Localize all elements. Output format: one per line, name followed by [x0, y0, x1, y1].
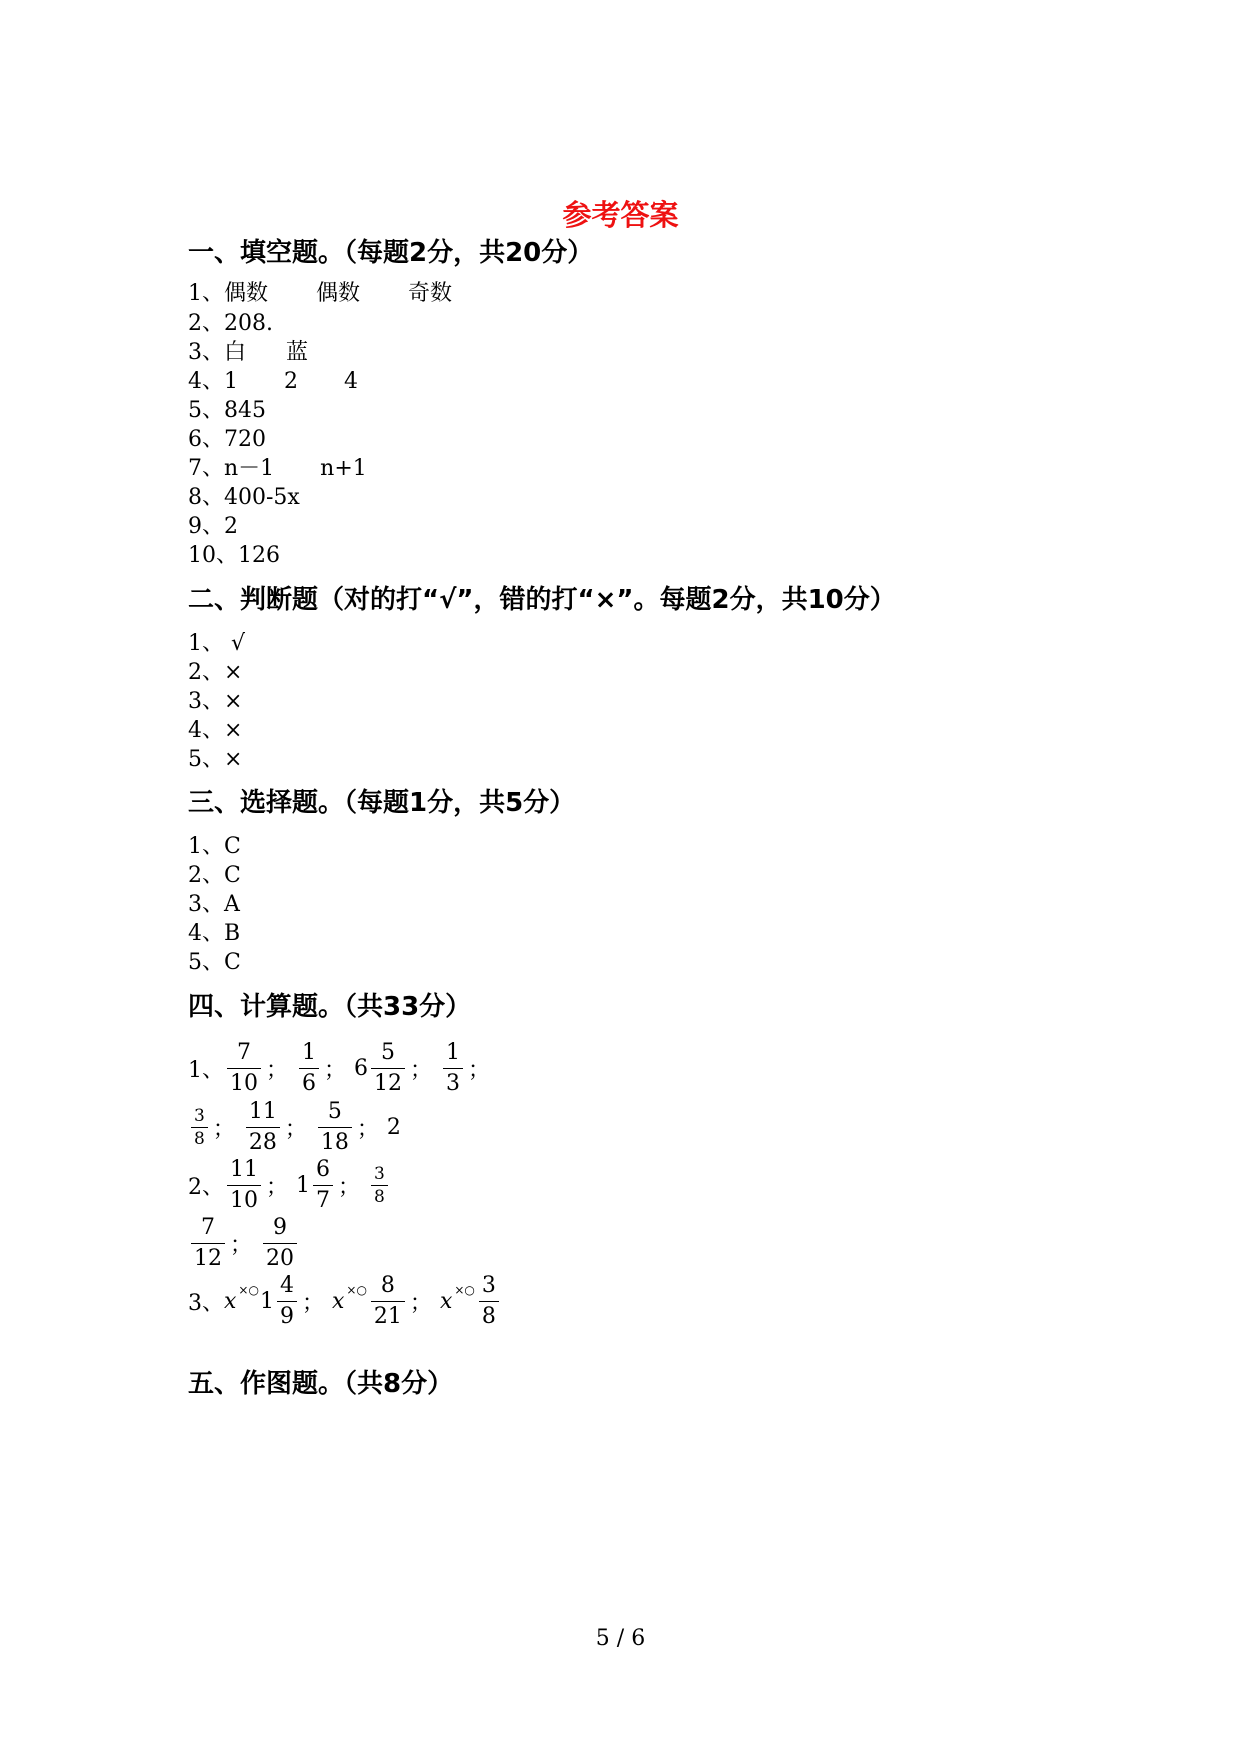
s1-line-4: [188, 368, 358, 396]
s1-line-5: 5、845: [188, 398, 266, 423]
s3-line-5: 5、C: [188, 950, 241, 975]
section-3-heading: 三、选择题。（每题1分，共5分）: [188, 788, 576, 818]
s2-line-4: 4、×: [188, 718, 243, 743]
fraction: $\frac{11}{10}$: [227, 1155, 261, 1216]
fraction: $\frac{3}{8}$: [191, 1105, 208, 1150]
s3-line-4: 4、B: [188, 921, 241, 946]
s1-answer: 蓝: [286, 340, 309, 365]
page-title: 参考答案: [562, 198, 679, 232]
q2-label: 2、: [188, 1175, 224, 1200]
garbled-operator: ×○: [454, 1282, 475, 1297]
fraction: $\frac{11}{28}$: [246, 1097, 280, 1158]
s1-line-6: 6、720: [188, 427, 266, 452]
s1-answer: 1、偶数: [188, 281, 268, 306]
s4-row-2: $\frac{3}{8}$ ； $\frac{11}{28}$ ； $\frac{5}{18}$ ； 2: [188, 1097, 401, 1158]
s4-row-4: $\frac{7}{12}$ ； $\frac{9}{20}$: [188, 1213, 300, 1274]
q1-label: 1、: [188, 1058, 224, 1083]
section-1-heading: 一、填空题。（每题2分，共20分）: [188, 238, 594, 268]
s1-line-10: 10、126: [188, 543, 280, 568]
fraction: $\frac{3}{8}$: [371, 1163, 388, 1208]
s1-answer: 2: [284, 369, 298, 394]
s1-answer: 4: [344, 369, 358, 394]
section-5-heading: 五、作图题。（共8分）: [188, 1369, 454, 1399]
s3-line-3: 3、A: [188, 892, 240, 917]
q3-label: 3、: [188, 1291, 224, 1316]
s2-line-1: 1、 √: [188, 631, 246, 656]
mixed-whole: 1: [296, 1173, 311, 1198]
fraction: $\frac{4}{9}$: [277, 1271, 297, 1332]
s1-line-2: 2、208.: [188, 311, 273, 336]
page-number: 5 / 6: [595, 1626, 646, 1651]
s1-answer: 4、1: [188, 369, 238, 394]
s4-row-3: 2、 $\frac{11}{10}$ ； 1 $\frac{6}{7}$ ； $\frac{3}{8}$: [188, 1155, 391, 1216]
fraction: $\frac{1}{3}$: [443, 1038, 463, 1099]
variable-x: x: [224, 1289, 237, 1314]
section-2-heading: 二、判断题（对的打“√”，错的打“×”。每题2分，共10分）: [188, 585, 896, 615]
variable-x: x: [331, 1289, 345, 1314]
s1-line-8: 8、400-5x: [188, 485, 300, 510]
s2-line-5: 5、×: [188, 747, 243, 772]
s1-line-3: [188, 339, 308, 367]
section-4-heading: 四、计算题。（共33分）: [188, 992, 472, 1022]
s2-line-3: 3、×: [188, 689, 243, 714]
s1-answer: n+1: [320, 456, 367, 481]
s1-line-7: [188, 455, 367, 483]
s3-line-2: 2、C: [188, 863, 241, 888]
s1-answer: 偶数: [316, 281, 361, 306]
garbled-operator: ×○: [238, 1282, 259, 1297]
s1-answer: 7、n－1: [188, 456, 275, 481]
s2-line-2: 2、×: [188, 660, 243, 685]
fraction: $\frac{9}{20}$: [263, 1213, 297, 1274]
answer-value: 2: [386, 1115, 401, 1140]
garbled-operator: ×○: [346, 1282, 367, 1297]
s3-line-1: 1、C: [188, 834, 241, 859]
fraction: $\frac{6}{7}$: [313, 1155, 333, 1216]
fraction: $\frac{5}{12}$: [371, 1038, 405, 1099]
s4-row-5: 3、 x ×○ 1 $\frac{4}{9}$ ； x ×○ $\frac{8}{21}$ ； x ×○ $\frac{3}{8}$: [188, 1271, 502, 1332]
fraction: $\frac{8}{21}$: [371, 1271, 405, 1332]
fraction: $\frac{7}{10}$: [227, 1038, 261, 1099]
mixed-whole: 6: [354, 1056, 369, 1081]
s1-line-1: [188, 280, 452, 308]
mixed-whole: 1: [259, 1289, 274, 1314]
s1-answer: 奇数: [408, 281, 453, 306]
s4-row-1: 1、 $\frac{7}{10}$ ； $\frac{1}{6}$ ； 6 $\frac{5}{12}$ ； $\frac{1}{3}$ ；: [188, 1038, 498, 1099]
fraction: $\frac{3}{8}$: [479, 1271, 499, 1332]
s1-answer: 3、白: [188, 340, 246, 365]
fraction: $\frac{5}{18}$: [318, 1097, 352, 1158]
s1-line-9: 9、2: [188, 514, 238, 539]
fraction: $\frac{1}{6}$: [299, 1038, 319, 1099]
variable-x: x: [439, 1289, 453, 1314]
fraction: $\frac{7}{12}$: [191, 1213, 225, 1274]
